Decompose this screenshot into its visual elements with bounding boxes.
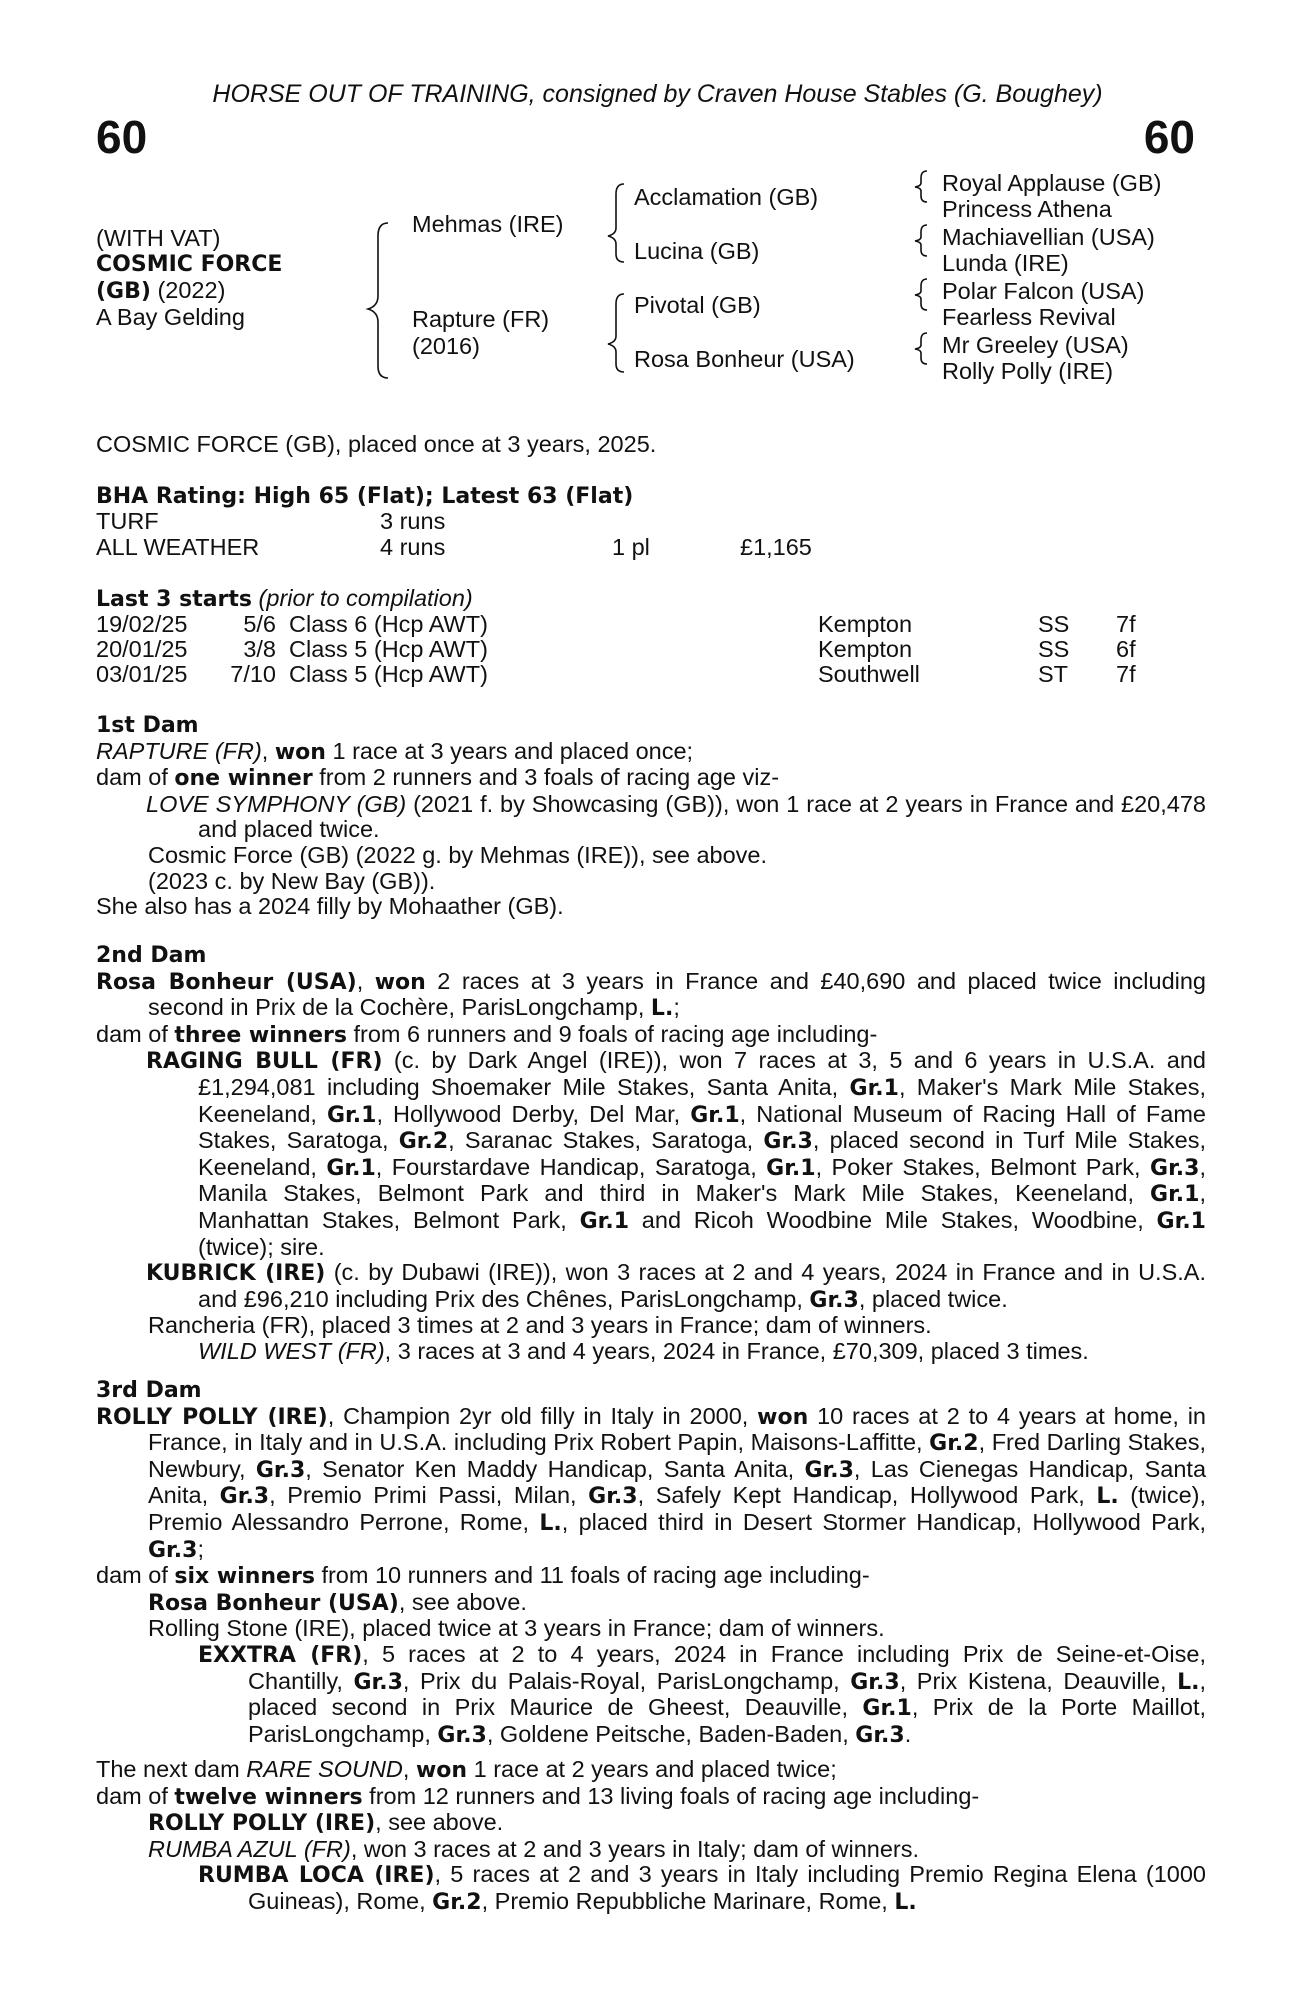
start-going: SS bbox=[1038, 611, 1070, 637]
start-going: SS bbox=[1038, 636, 1070, 662]
pedigree-dam-dam: Rosa Bonheur (USA) bbox=[634, 346, 855, 372]
pedigree-dam: Rapture (FR) bbox=[412, 306, 550, 332]
pedigree-gen4-item: Royal Applause (GB) bbox=[942, 170, 1162, 196]
rating-runs: 4 runs bbox=[380, 534, 446, 560]
rating-runs: 3 runs bbox=[380, 508, 446, 534]
rating-surface: ALL WEATHER bbox=[96, 534, 260, 560]
lot-number-left: 60 bbox=[96, 111, 148, 163]
pedigree-gen4-item: Fearless Revival bbox=[942, 304, 1116, 330]
horse-description: A Bay Gelding bbox=[96, 304, 245, 330]
produce-entry: Cosmic Force (GB) (2022 g. by Mehmas (IRE)), see above. bbox=[148, 841, 768, 868]
start-distance: 7f bbox=[1116, 611, 1136, 637]
start-going: ST bbox=[1038, 661, 1069, 687]
pedigree-dam-sire: Pivotal (GB) bbox=[634, 292, 761, 318]
pedigree-sire: Mehmas (IRE) bbox=[412, 211, 564, 237]
produce-entry: ROLLY POLLY (IRE), see above. bbox=[148, 1809, 504, 1837]
start-distance: 7f bbox=[1116, 661, 1136, 687]
produce-entry: RUMBA LOCA (IRE), 5 races at 2 and 3 years in Italy including Premio Regina Elena (1000 Guineas), Rome, Gr.2, Premio Repubbliche Marinare, Rome, L. bbox=[198, 1861, 1206, 1915]
start-date: 19/02/25 bbox=[96, 611, 188, 637]
pedigree-gen4-item: Mr Greeley (USA) bbox=[942, 332, 1129, 358]
next-dam-section bbox=[96, 1757, 1206, 1916]
start-course: Southwell bbox=[818, 661, 920, 687]
dam-record: The next dam RARE SOUND, won 1 race at 2 years and placed twice; bbox=[96, 1756, 837, 1783]
section-title: 1st Dam bbox=[96, 713, 199, 738]
produce-entry: Rosa Bonheur (USA), see above. bbox=[148, 1588, 527, 1616]
dam-produce-summary: dam of twelve winners from 12 runners and 13 living foals of racing age including- bbox=[96, 1782, 980, 1810]
start-course: Kempton bbox=[818, 611, 913, 637]
produce-entry: Rolling Stone (IRE), placed twice at 3 years in France; dam of winners. bbox=[148, 1615, 885, 1642]
dam-record: RAPTURE (FR), won 1 race at 3 years and placed once; bbox=[96, 737, 694, 765]
section-title: 3rd Dam bbox=[96, 1378, 202, 1403]
produce-entry: KUBRICK (IRE) (c. by Dubawi (IRE)), won 3 races at 2 and 4 years, 2024 in France and in U.S.A. and £96,210 including Prix des Chênes, ParisLongchamp, Gr.3, placed twice. bbox=[146, 1259, 1206, 1313]
start-position: 3/8 bbox=[243, 636, 276, 662]
bha-rating-title: BHA Rating: High 65 (Flat); Latest 63 (Flat) bbox=[96, 484, 634, 509]
start-course: Kempton bbox=[818, 636, 913, 662]
start-position: 5/6 bbox=[243, 611, 276, 637]
produce-entry: EXXTRA (FR), 5 races at 2 to 4 years, 2024 in France including Prix de Seine-et-Oise, Chantilly, Gr.3, Prix du Palais-Royal, ParisLongchamp, Gr.3, Prix Kistena, Deauville, L., placed second in Prix Maurice de Gheest, Deauville, Gr.1, Prix de la Porte Maillot, ParisLongchamp, Gr.3, Goldene Peitsche, Baden-Baden, Gr.3. bbox=[198, 1640, 1206, 1748]
rating-prize: £1,165 bbox=[740, 534, 812, 560]
second-dam-section bbox=[96, 942, 1206, 1365]
first-dam-section bbox=[96, 712, 1206, 920]
produce-entry: (2023 c. by New Bay (GB)). bbox=[148, 867, 436, 894]
rating-surface: TURF bbox=[96, 508, 159, 534]
pedigree-dam-year: (2016) bbox=[412, 333, 480, 359]
start-race: Class 5 (Hcp AWT) bbox=[289, 661, 488, 687]
pedigree-sire-sire: Acclamation (GB) bbox=[634, 184, 819, 210]
pedigree-gen4-item: Machiavellian (USA) bbox=[942, 224, 1155, 250]
start-date: 03/01/25 bbox=[96, 661, 188, 687]
vat-note: (WITH VAT) bbox=[96, 225, 221, 251]
dam-record: ROLLY POLLY (IRE), Champion 2yr old filly in Italy in 2000, won 10 races at 2 to 4 years at home, in France, in Italy and in U.S.A. including Prix Robert Papin, Maisons-Laffitte, Gr.2, Fred Darling Stakes, Newbury, Gr.3, Senator Ken Maddy Handicap, Santa Anita, Gr.3, Las Cienegas Handicap, Santa Anita, Gr.3, Premio Primi Passi, Milan, Gr.3, Safely Kept Handicap, Hollywood Park, L. (twice), Premio Alessandro Perrone, Rome, L., placed third in Desert Stormer Handicap, Hollywood Park, Gr.3; bbox=[96, 1402, 1207, 1563]
pedigree-gen4-item: Lunda (IRE) bbox=[942, 250, 1069, 276]
race-summary: COSMIC FORCE (GB), placed once at 3 years, 2025. bbox=[96, 431, 657, 457]
start-position: 7/10 bbox=[230, 661, 276, 687]
start-date: 20/01/25 bbox=[96, 636, 188, 662]
catalogue-header: HORSE OUT OF TRAINING, consigned by Craven House Stables (G. Boughey) bbox=[212, 80, 1103, 108]
produce-entry: RUMBA AZUL (FR), won 3 races at 2 and 3 years in Italy; dam of winners. bbox=[148, 1835, 920, 1862]
third-dam-section bbox=[96, 1377, 1206, 1748]
horse-name: COSMIC FORCE bbox=[96, 252, 283, 277]
horse-origin-year: (GB) (2022) bbox=[96, 277, 226, 304]
dam-produce-summary: dam of six winners from 10 runners and 11 foals of racing age including- bbox=[96, 1562, 870, 1590]
start-race: Class 5 (Hcp AWT) bbox=[289, 636, 488, 662]
produce-entry: Rancheria (FR), placed 3 times at 2 and 3 years in France; dam of winners. bbox=[148, 1312, 932, 1339]
produce-entry: WILD WEST (FR), 3 races at 3 and 4 years, 2024 in France, £70,309, placed 3 times. bbox=[198, 1337, 1089, 1364]
start-distance: 6f bbox=[1116, 636, 1136, 662]
dam-produce-summary: dam of three winners from 6 runners and 9 foals of racing age including- bbox=[96, 1020, 878, 1048]
start-race: Class 6 (Hcp AWT) bbox=[289, 611, 488, 637]
pedigree-gen4-item: Polar Falcon (USA) bbox=[942, 278, 1145, 304]
lot-number-right: 60 bbox=[1143, 111, 1195, 163]
produce-entry: RAGING BULL (FR) (c. by Dark Angel (IRE)), won 7 races at 3, 5 and 6 years in U.S.A. and £1,294,081 including Shoemaker Mile Stakes, Santa Anita, Gr.1, Maker's Mark Mile Stakes, Keeneland, Gr.1, Hollywood Derby, Del Mar, Gr.1, National Museum of Racing Hall of Fame Stakes, Saratoga, Gr.2, Saranac Stakes, Saratoga, Gr.3, placed second in Turf Mile Stakes, Keeneland, Gr.1, Fourstardave Handicap, Saratoga, Gr.1, Poker Stakes, Belmont Park, Gr.3, Manila Stakes, Belmont Park and third in Maker's Mark Mile Stakes, Keeneland, Gr.1, Manhattan Stakes, Belmont Park, Gr.1 and Ricoh Woodbine Mile Stakes, Woodbine, Gr.1 (twice); sire. bbox=[146, 1047, 1207, 1260]
rating-placed: 1 pl bbox=[612, 534, 650, 560]
section-title: 2nd Dam bbox=[96, 943, 207, 968]
last-starts-title: Last 3 starts (prior to compilation) bbox=[96, 585, 473, 612]
produce-entry: LOVE SYMPHONY (GB) (2021 f. by Showcasing (GB)), won 1 race at 2 years in France and £20,478 and placed twice. bbox=[146, 790, 1206, 843]
pedigree-sire-dam: Lucina (GB) bbox=[634, 238, 760, 264]
pedigree-gen4-item: Rolly Polly (IRE) bbox=[942, 358, 1114, 384]
pedigree-gen4-item: Princess Athena bbox=[942, 196, 1112, 222]
dam-produce-summary: dam of one winner from 2 runners and 3 foals of racing age viz- bbox=[96, 764, 780, 792]
dam-record: Rosa Bonheur (USA), won 2 races at 3 years in France and £40,690 and placed twice including second in Prix de la Cochère, ParisLongchamp, L.; bbox=[96, 967, 1207, 1022]
produce-note: She also has a 2024 filly by Mohaather (GB). bbox=[96, 893, 564, 920]
